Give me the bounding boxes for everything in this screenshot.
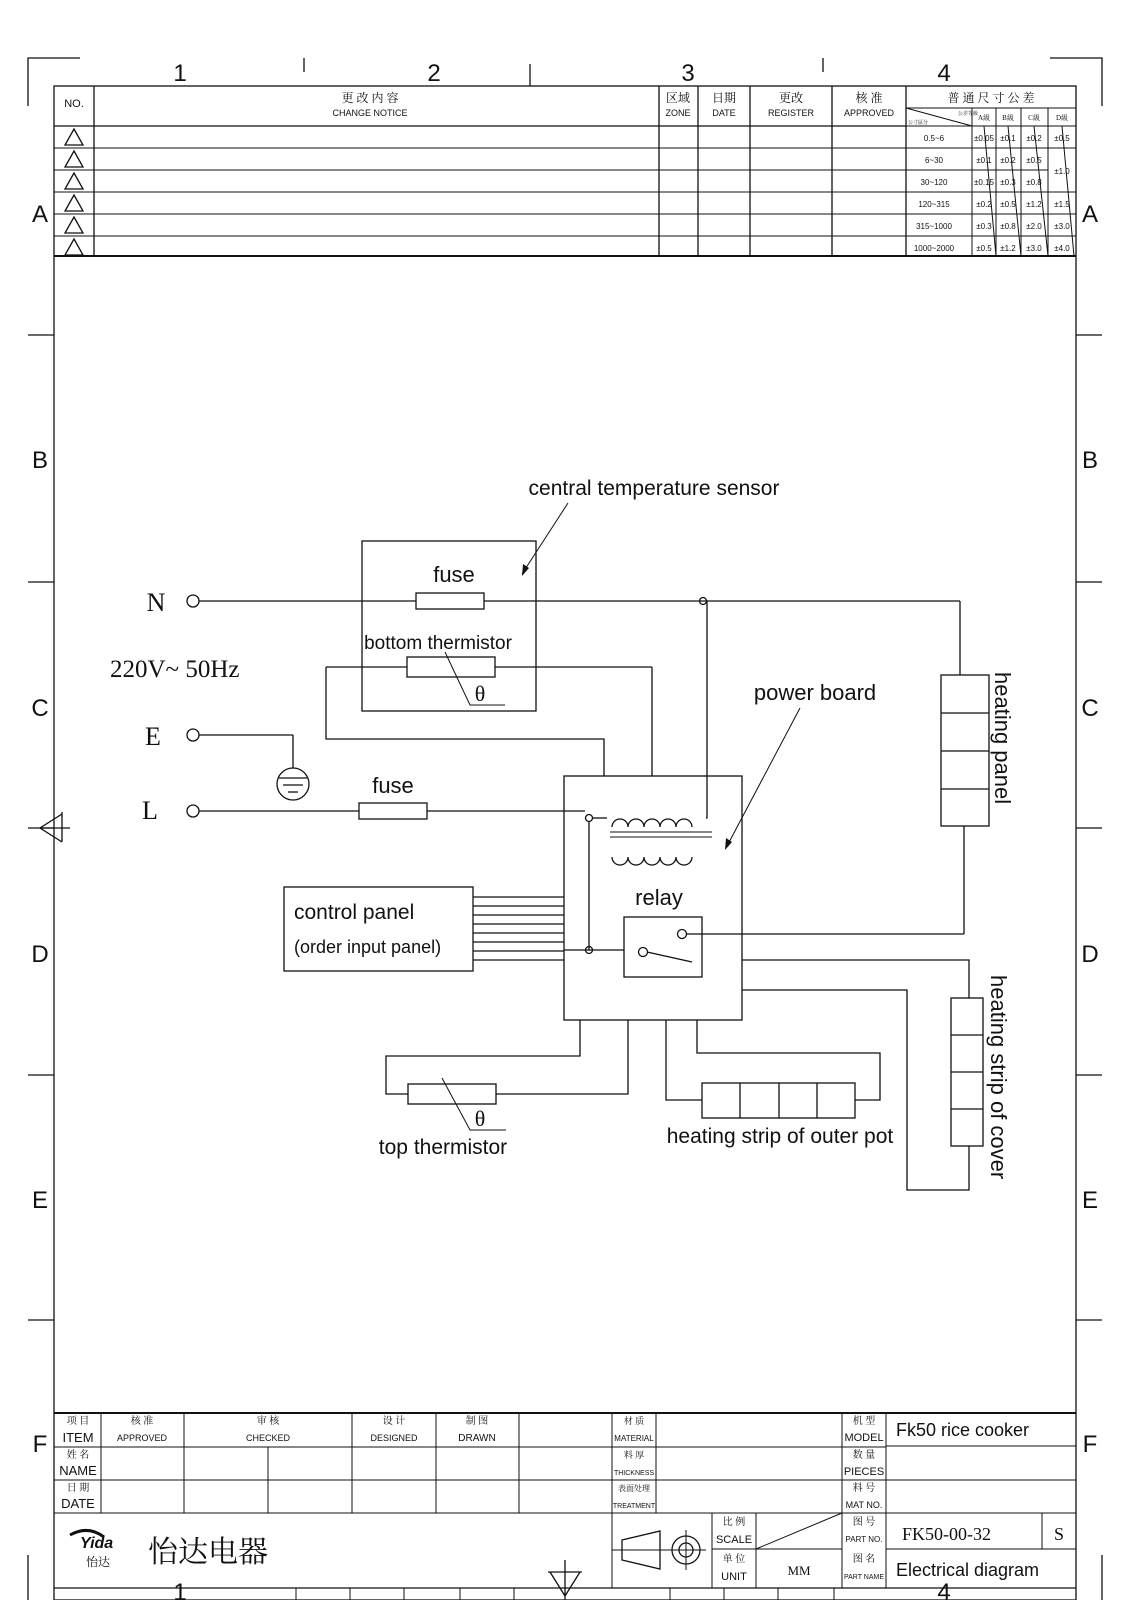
tolerance-value: ±2.0 xyxy=(1026,222,1042,231)
e-terminal xyxy=(187,729,199,741)
sheet-frame xyxy=(28,58,1102,1600)
logo-text-en: Yida xyxy=(80,1535,114,1552)
fuse-n-label: fuse xyxy=(433,562,475,587)
zone-left-e: E xyxy=(31,1187,49,1214)
tolerance-value: ±1.0 xyxy=(1054,167,1070,176)
first-angle-projection-icon xyxy=(612,1530,706,1570)
approved-label-zh: 核 准 xyxy=(130,1416,154,1427)
control-panel xyxy=(284,887,473,971)
tolerance-value: ±4.0 xyxy=(1054,244,1070,253)
relay xyxy=(624,917,702,977)
thickness-label-en: THICKNESS xyxy=(613,1470,655,1477)
date-label-en: DATE xyxy=(61,1496,95,1511)
tolerance-value: ±0.5 xyxy=(1026,156,1042,165)
top-thermistor-theta: θ xyxy=(474,1106,486,1131)
grade-a: A級 xyxy=(977,114,991,122)
tolerance-value: ±0.5 xyxy=(1054,134,1070,143)
circuit xyxy=(110,477,1015,1190)
tolerance-range: 315~1000 xyxy=(916,222,952,231)
partname-label-en: PART NAME xyxy=(843,1574,885,1581)
treatment-label-zh: 表面处理 xyxy=(618,1484,650,1493)
zone-top-1: 1 xyxy=(173,60,187,87)
zone-right-b: B xyxy=(1081,447,1099,474)
zone-left-a: A xyxy=(31,201,49,228)
bottom-thermistor-theta: θ xyxy=(474,681,486,706)
earth-symbol-icon xyxy=(277,768,309,800)
tolerance-value: ±0.8 xyxy=(1026,178,1042,187)
drawn-label-zh: 制 图 xyxy=(465,1416,489,1427)
revision-triangle-icon xyxy=(65,151,83,167)
no-header: NO. xyxy=(64,98,84,110)
zone-header-en: ZONE xyxy=(665,108,691,118)
tolerance-value: ±0.3 xyxy=(976,222,992,231)
checked-label-zh: 审 核 xyxy=(256,1416,280,1427)
date-label-zh: 日 期 xyxy=(66,1483,90,1494)
zone-labels xyxy=(31,60,1098,1600)
revision-triangle-icon xyxy=(65,239,83,255)
tolerance-range: 6~30 xyxy=(924,156,944,165)
tolerance-value: ±0.2 xyxy=(1000,156,1016,165)
centering-mark-left xyxy=(40,812,70,842)
neutral-label: N xyxy=(146,588,166,617)
matno-label-en: MAT NO. xyxy=(845,1500,883,1510)
transformer-icon xyxy=(610,819,712,865)
revision-triangle-icon xyxy=(65,129,83,145)
tolerance-value: ±0.2 xyxy=(1026,134,1042,143)
power-board-label: power board xyxy=(753,680,877,705)
grade-b: B級 xyxy=(1002,114,1014,122)
tolerance-range: 120~315 xyxy=(918,200,950,209)
part-number-value: FK50-00-32 xyxy=(902,1524,991,1544)
name-label-zh: 姓 名 xyxy=(66,1450,90,1461)
model-value: Fk50 rice cooker xyxy=(896,1420,1030,1440)
drawn-label-en: DRAWN xyxy=(458,1433,496,1444)
register-header-en: REGISTER xyxy=(767,108,815,118)
scale-label-en: SCALE xyxy=(715,1534,753,1546)
zone-top-3: 3 xyxy=(681,60,695,87)
heating-panel-label: heating panel xyxy=(990,672,1015,805)
tolerance-value: ±0.1 xyxy=(976,156,992,165)
model-label-zh: 机 型 xyxy=(852,1416,876,1427)
model-label-en: MODEL xyxy=(844,1432,884,1444)
zone-left-d: D xyxy=(31,941,49,968)
order-input-label: (order input panel) xyxy=(294,937,442,957)
grade-d: D級 xyxy=(1055,114,1069,122)
tolerance-value: ±0.5 xyxy=(976,244,992,253)
tolerance-value: ±0.8 xyxy=(1000,222,1016,231)
zone-left-f: F xyxy=(32,1431,48,1458)
zone-right-a: A xyxy=(1081,201,1099,228)
top-thermistor-label: top thermistor xyxy=(378,1136,508,1159)
material-label-en: MATERIAL xyxy=(614,1434,654,1443)
logo-text-zh: 怡达 xyxy=(86,1555,111,1569)
cover-strip-label: heating strip of cover xyxy=(986,975,1011,1180)
tolerance-range: 0.5~6 xyxy=(923,134,945,143)
tolerance-value: ±1.2 xyxy=(1000,244,1016,253)
tolerance-value: ±0.1 xyxy=(1000,134,1016,143)
approved-header-en: APPROVED xyxy=(843,108,895,118)
tolerance-range: 30~120 xyxy=(920,178,948,187)
central-sensor-label: central temperature sensor xyxy=(528,477,780,500)
tolerance-range: 1000~2000 xyxy=(913,244,955,253)
material-label-zh: 材 质 xyxy=(623,1416,645,1426)
tolerance-value: ±0.5 xyxy=(1000,200,1016,209)
date-header-en: DATE xyxy=(712,108,736,118)
pieces-label-zh: 数 量 xyxy=(852,1450,876,1461)
zone-right-e: E xyxy=(1081,1187,1099,1214)
tolerance-title: 普 通 尺 寸 公 差 xyxy=(947,91,1035,105)
power-board-arrow-icon xyxy=(725,838,732,850)
revision-triangle-icon xyxy=(65,217,83,233)
pieces-label-en: PIECES xyxy=(843,1466,885,1478)
zone-header-zh: 区域 xyxy=(665,91,691,105)
tolerance-value: ±0.2 xyxy=(976,200,992,209)
fuse-l xyxy=(359,803,427,819)
bottom-thermistor-label: bottom thermistor xyxy=(364,633,512,654)
zone-right-f: F xyxy=(1082,1431,1098,1458)
designed-label-zh: 设 计 xyxy=(382,1416,406,1427)
sensor-arrow-icon xyxy=(522,564,529,576)
fuse-l-label: fuse xyxy=(372,773,414,798)
zone-bottom-4: 4 xyxy=(937,1579,951,1600)
line-label: L xyxy=(142,796,158,825)
unit-label-en: UNIT xyxy=(721,1571,747,1583)
tolerance-table xyxy=(906,90,1076,256)
partno-label-zh: 图 号 xyxy=(852,1517,876,1528)
item-label-en: ITEM xyxy=(62,1430,94,1445)
top-thermistor xyxy=(408,1084,496,1104)
partno-label-en: PART NO. xyxy=(845,1535,883,1544)
zone-left-b: B xyxy=(31,447,49,474)
relay-label: relay xyxy=(635,885,683,910)
date-header-zh: 日期 xyxy=(711,91,737,105)
zone-left-c: C xyxy=(31,695,49,722)
relay-contact-common xyxy=(639,948,648,957)
designed-label-en: DESIGNED xyxy=(370,1433,418,1443)
n-terminal xyxy=(187,595,199,607)
heating-panel xyxy=(941,675,989,826)
tolerance-corner-grade: 公差等級 xyxy=(958,112,979,117)
control-panel-label: control panel xyxy=(294,901,415,924)
fuse-n xyxy=(416,593,484,609)
outer-pot-heating-strip xyxy=(702,1083,855,1118)
centering-mark-bottom xyxy=(548,1560,582,1600)
zone-top-4: 4 xyxy=(937,60,951,87)
cover-heating-strip xyxy=(951,998,983,1146)
tolerance-value: ±0.15 xyxy=(974,178,994,187)
zone-top-2: 2 xyxy=(427,60,441,87)
scale-label-zh: 比 例 xyxy=(722,1517,746,1528)
earth-label: E xyxy=(145,722,161,751)
name-label-en: NAME xyxy=(59,1463,97,1478)
matno-label-zh: 料 号 xyxy=(852,1483,876,1494)
revision-triangle-icon xyxy=(65,173,83,189)
partname-label-zh: 图 名 xyxy=(852,1554,876,1565)
approved-label-en: APPROVED xyxy=(116,1433,168,1443)
tolerance-rows xyxy=(914,134,1070,253)
unit-value: MM xyxy=(787,1563,811,1578)
tolerance-corner-size: 公寸區分 xyxy=(908,121,929,126)
tolerance-value: ±1.2 xyxy=(1026,200,1042,209)
l-terminal xyxy=(187,805,199,817)
item-label-zh: 项 目 xyxy=(66,1416,90,1427)
part-name-value: Electrical diagram xyxy=(896,1560,1040,1580)
tolerance-value: ±3.0 xyxy=(1054,222,1070,231)
grade-c: C級 xyxy=(1028,114,1040,122)
company-name: 怡达电器 xyxy=(148,1536,268,1569)
revision-letter: S xyxy=(1053,1524,1065,1544)
tolerance-value: ±1.5 xyxy=(1054,200,1070,209)
checked-label-en: CHECKED xyxy=(245,1433,291,1443)
approved-header-zh: 核 准 xyxy=(855,91,883,105)
change-header-en: CHANGE NOTICE xyxy=(332,108,408,118)
thickness-label-zh: 料 厚 xyxy=(623,1450,645,1460)
treatment-label-en: TREATMENT xyxy=(612,1503,656,1510)
tolerance-value: ±0.05 xyxy=(974,134,994,143)
zone-right-c: C xyxy=(1081,695,1099,722)
zone-bottom-1: 1 xyxy=(173,1579,187,1600)
unit-label-zh: 单 位 xyxy=(722,1554,746,1565)
tolerance-value: ±0.3 xyxy=(1000,178,1016,187)
control-panel-bus xyxy=(473,897,564,960)
outer-pot-label: heating strip of outer pot xyxy=(666,1125,894,1148)
yida-logo xyxy=(70,1530,113,1569)
bottom-thermistor xyxy=(407,657,495,677)
change-header-zh: 更 改 内 容 xyxy=(341,91,399,105)
revision-triangle-icon xyxy=(65,195,83,211)
tolerance-value: ±3.0 xyxy=(1026,244,1042,253)
zone-right-d: D xyxy=(1081,941,1099,968)
register-header-zh: 更改 xyxy=(778,91,804,105)
supply-rating: 220V~ 50Hz xyxy=(110,656,240,683)
relay-contact-no xyxy=(678,930,687,939)
